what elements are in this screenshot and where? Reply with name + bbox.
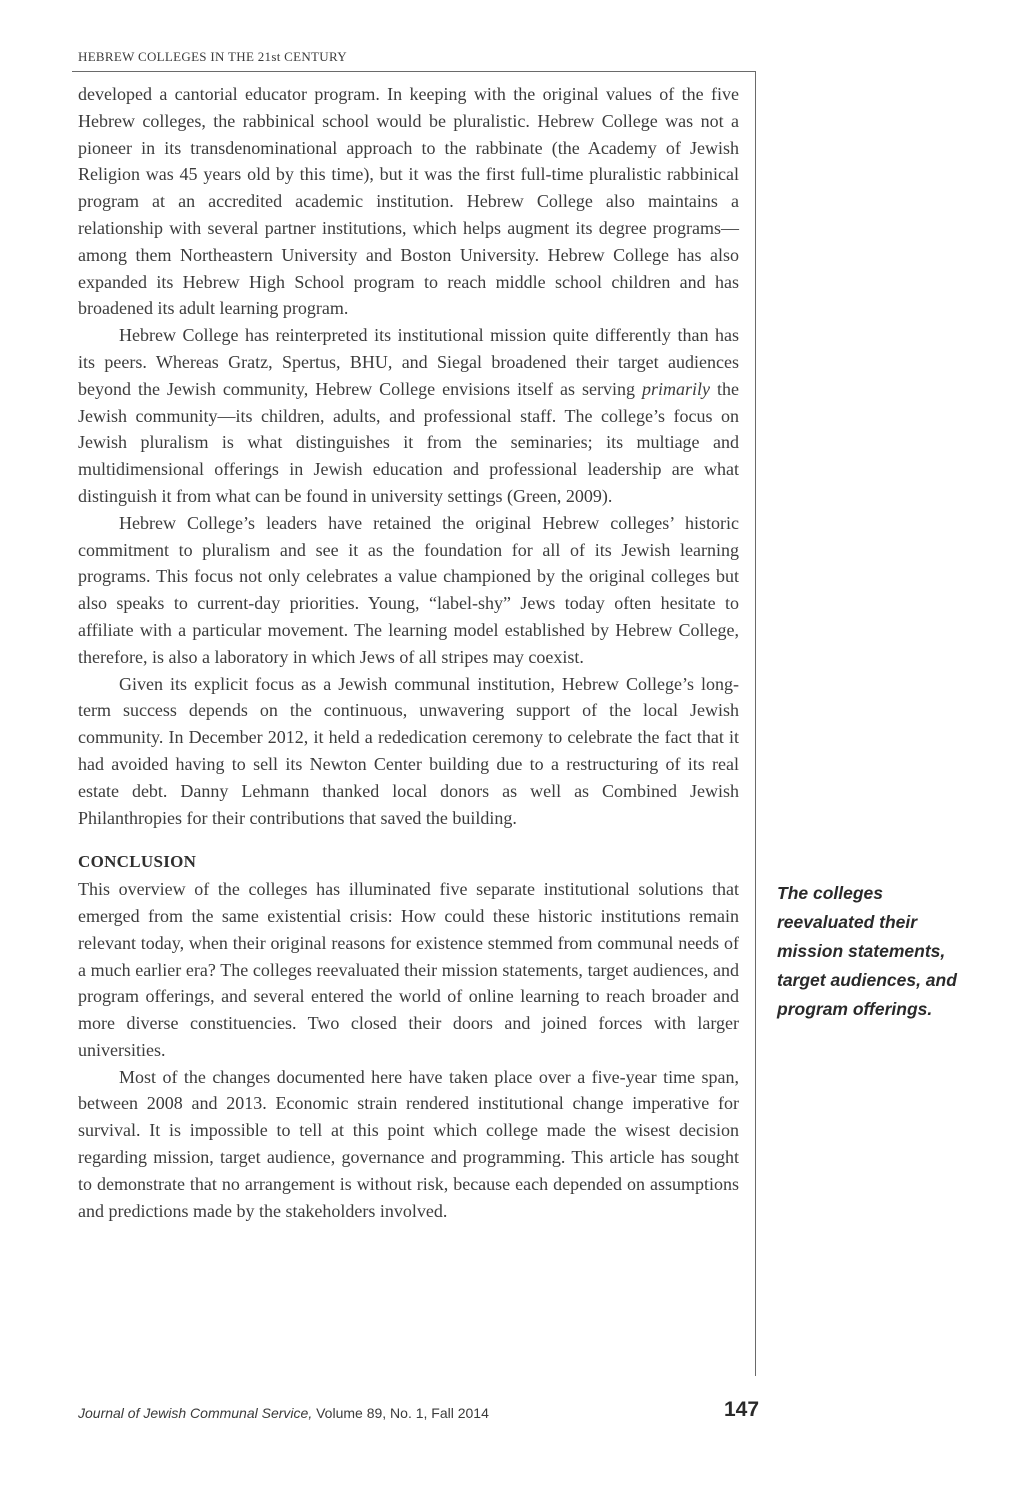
conclusion-heading: CONCLUSION: [78, 852, 197, 872]
paragraph-5: This overview of the colleges has illuminated five separate institutional solutions that emerged from the same existential crisis: How could these historic institutions remain relevant today, when their original reasons for existence stemmed from communal needs of a much earlier era? The colleges reevaluated their mission statements, target audiences, and program offerings, and several entered the world of online learning to reach broader and more diverse constituencies. Two closed their doors and joined forces with larger universities.: [78, 879, 739, 1060]
page-number: 147: [724, 1398, 760, 1421]
paragraph-4: Given its explicit focus as a Jewish communal institution, Hebrew College’s long-term success depends on the continuous, unwavering support of the local Jewish community. In December 2012, it held a rededication ceremony to celebrate the fact that it had avoided having to sell its Newton Center building due to a restructuring of its real estate debt. Danny Lehmann thanked local donors as well as Combined Jewish Philanthropies for their contributions that saved the building.: [78, 673, 739, 828]
journal-issue: Volume 89, No. 1, Fall 2014: [312, 1405, 489, 1421]
paragraph-2: [78, 322, 739, 510]
body-column: [78, 81, 739, 1224]
journal-title: Journal of Jewish Communal Service,: [78, 1405, 313, 1421]
footer-citation: [78, 1405, 489, 1421]
paragraph-1: developed a cantorial educator program. In keeping with the original values of the five Hebrew colleges, the rabbinical school would be pluralistic. Hebrew College was not a pioneer in its transdenominational approach to the rabbinate (the Academy of Jewish Religion was 45 years old by this time), but it was the first full-time pluralistic rabbinical program at an accredited academic institution. Hebrew College also maintains a relationship with several partner institutions, which helps augment its degree programs—among them Northeastern University and Boston University. Hebrew College has also expanded its Hebrew High School program to reach middle school children and has broadened its adult learning program.: [78, 84, 739, 319]
column-rule: [755, 71, 756, 1376]
paragraph-3: Hebrew College’s leaders have retained the original Hebrew colleges’ historic commitment to pluralism and see it as the foundation for all of its Jewish learning programs. This focus not only celebrates a value championed by the original colleges but also speaks to current-day priorities. Young, “label-shy” Jews today often hesitate to affiliate with a particular movement. The learning model established by Hebrew College, therefore, is also a laboratory in which Jews of all stripes may coexist.: [78, 512, 739, 667]
header-rule: [72, 71, 756, 72]
paragraph-2-emphasis: primarily: [642, 378, 711, 399]
paragraph-2-end: the Jewish community—its children, adults, and professional staff. The college’s focus on Jewish pluralism is what distinguishes it from the seminaries; its multiage and multidimensional offerings in Jewish education and professional leadership are what distinguish it from what can be found in university settings (Green, 2009).: [78, 378, 739, 506]
pull-quote: The colleges reevaluated their mission statements, target audiences, and program offerings.: [777, 883, 957, 1019]
paragraph-6: Most of the changes documented here have taken place over a five-year time span, between 2008 and 2013. Economic strain rendered institutional change imperative for survival. It is impossible to tell at this point which college made the wisest decision regarding mission, target audience, governance and programming. This article has sought to demonstrate that no arrangement is without risk, because each depended on assumptions and predictions made by the stakeholders involved.: [78, 1066, 739, 1221]
paragraph-2-start: Hebrew College has reinterpreted its institutional mission quite differently than has its peers. Whereas Gratz, Spertus, BHU, and Siegal broadened their target audiences beyond the Jewish community, Hebrew College envisions itself as serving: [78, 325, 739, 399]
running-head: HEBREW COLLEGES IN THE 21st CENTURY: [78, 49, 347, 64]
